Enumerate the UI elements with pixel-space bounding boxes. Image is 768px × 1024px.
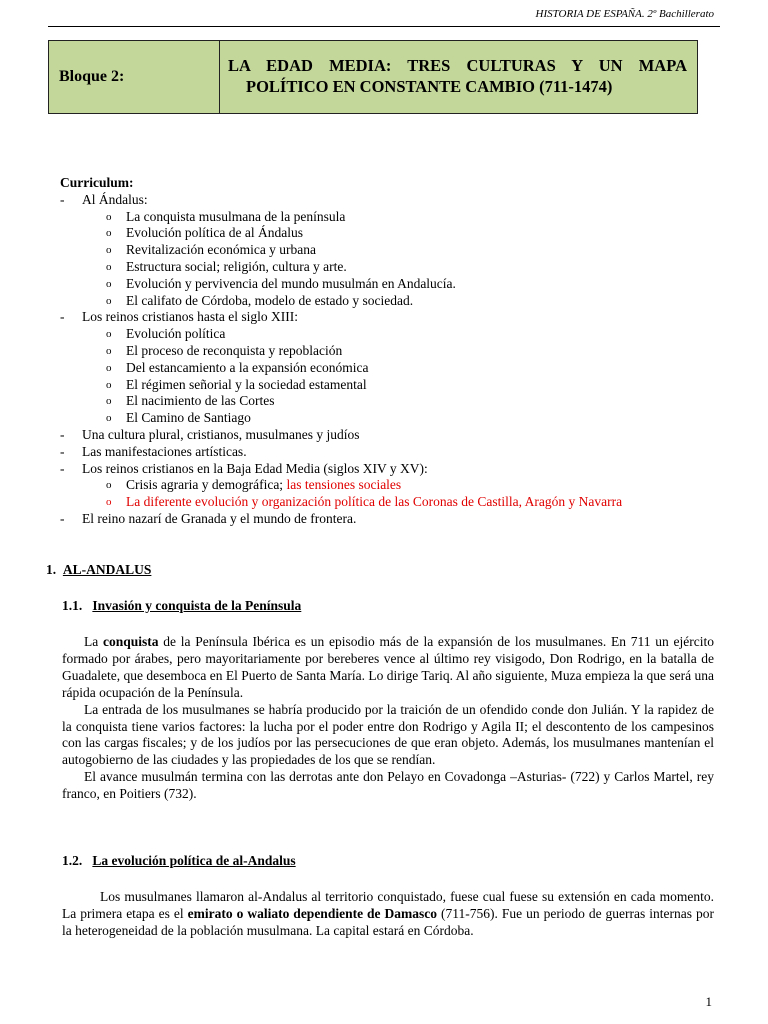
bullet-icon: o (106, 344, 112, 357)
curriculum-item-cultura (60, 427, 710, 444)
block-title-line2: POLÍTICO EN CONSTANTE CAMBIO (711-1474) (246, 77, 613, 96)
sub-item-label: Evolución y pervivencia del mundo musulmán en Andalucía. (126, 275, 456, 291)
sub-item (60, 360, 710, 377)
section-1-1-body (62, 634, 714, 803)
subsection-number: 1.2. (62, 853, 83, 868)
subsection-title: Invasión y conquista de la Península (92, 598, 302, 613)
bold-term: conquista (103, 634, 159, 649)
sub-item (60, 242, 710, 259)
block-title-line1: LA EDAD MEDIA: TRES CULTURAS Y UN MAPA (228, 56, 687, 75)
curriculum-heading: Curriculum: (60, 175, 134, 190)
curriculum (60, 175, 710, 528)
bullet-icon: o (106, 244, 112, 257)
dash-marker: - (60, 191, 65, 207)
paragraph: El avance musulmán termina con las derrotas ante don Pelayo en Covadonga –Asturias- (722) y Carlos Martel, rey franco, en Poitiers (732). (62, 769, 714, 802)
curriculum-item-manifestaciones (60, 444, 710, 461)
sub-item-label: El califato de Córdoba, modelo de estado y sociedad. (126, 292, 414, 308)
sub-item (60, 393, 710, 410)
sub-item (60, 477, 710, 494)
bullet-icon: o (106, 227, 112, 240)
bullet-icon: o (106, 210, 112, 223)
sub-item (60, 494, 710, 511)
curriculum-item-baja-edad-media (60, 461, 710, 478)
text-run: de la Península Ibérica es un episodio más de la expansión de los musulmanes. En 711 un ejército formado por árabes, pero mayoritariamente por bereberes vence al último rey visigodo, Don Rodrigo, en la batalla de Guadalete, que desemboca en El Puerto de Santa María. Lo dirige Tariq. Al año siguiente, Muza empieza la que será una rápida ocupación de la Península. (62, 634, 714, 700)
dash-marker: - (60, 510, 65, 526)
dash-marker: - (60, 443, 65, 459)
sub-item (60, 410, 710, 427)
sub-item-label: Evolución política de al Ándalus (126, 225, 303, 241)
dash-marker: - (60, 426, 65, 442)
dash-marker: - (60, 460, 65, 476)
item-label: Los reinos cristianos en la Baja Edad Media (siglos XIV y XV): (82, 460, 428, 476)
bullet-icon: o (106, 328, 112, 341)
sub-item-label: El nacimiento de las Cortes (126, 393, 275, 409)
sub-item (60, 209, 710, 226)
curriculum-item-reinos (60, 309, 710, 326)
sub-item-label: La conquista musulmana de la península (126, 208, 346, 224)
text-run: La (84, 634, 103, 649)
block-label: Bloque 2: (49, 41, 220, 113)
sub-item-label: Del estancamiento a la expansión económica (126, 359, 369, 375)
sub-item (60, 326, 710, 343)
section-1-2-body (62, 889, 714, 940)
sub-item-label: Estructura social; religión, cultura y arte. (126, 258, 347, 274)
bullet-icon: o (106, 479, 112, 492)
sub-item (60, 225, 710, 242)
subsection-title: La evolución política de al-Andalus (92, 853, 296, 868)
subsection-heading (62, 598, 301, 614)
header-rule (48, 26, 720, 27)
sub-item-label: El régimen señorial y la sociedad estamental (126, 376, 367, 392)
paragraph (62, 889, 714, 940)
section-title: AL-ANDALUS (62, 562, 152, 577)
sub-item-label: Evolución política (126, 326, 226, 342)
bullet-icon: o (106, 294, 112, 307)
bullet-icon: o (106, 378, 112, 391)
subsection-heading (62, 853, 296, 869)
curriculum-item-granada (60, 511, 710, 528)
sub-item (60, 377, 710, 394)
sub-item (60, 343, 710, 360)
item-label: Al Ándalus: (82, 191, 148, 207)
running-header: HISTORIA DE ESPAÑA. 2º Bachillerato (535, 8, 714, 20)
title-box (48, 40, 698, 114)
curriculum-item-al-andalus (60, 192, 710, 209)
sub-item (60, 293, 710, 310)
block-title (220, 41, 697, 113)
sub-item-label: El proceso de reconquista y repoblación (126, 342, 343, 358)
dash-marker: - (60, 309, 65, 325)
sub-item-label (126, 477, 401, 494)
sub-item (60, 259, 710, 276)
sub-item (60, 276, 710, 293)
item-label: Las manifestaciones artísticas. (82, 443, 247, 459)
sub-item-text: Crisis agraria y demográfica; (126, 477, 284, 493)
subsection-number: 1.1. (62, 598, 83, 613)
bullet-icon: o (106, 260, 112, 273)
paragraph: La entrada de los musulmanes se habría producido por la traición de un ofendido conde don Julián. Y la rapidez de la conquista tiene varios factores: la lucha por el poder entre don Rodrigo y Agila II; el descontento de los campesinos con las cargas fiscales; y de los judíos por las persecuciones de que eran objeto. Además, los musulmanes mantenían el autogobierno de las ciudades y las propiedades de los que se rendían. (62, 701, 714, 768)
highlighted-text: La diferente evolución y organización política de las Coronas de Castilla, Aragón y Navarra (126, 494, 623, 510)
item-label: Los reinos cristianos hasta el siglo XIII: (82, 309, 298, 325)
bullet-icon: o (106, 412, 112, 425)
section-heading (46, 562, 151, 578)
section-number: 1. (46, 562, 57, 577)
sub-item-label: Revitalización económica y urbana (126, 242, 317, 258)
bullet-icon: o (106, 395, 112, 408)
bold-term: emirato o waliato dependiente de Damasco (187, 905, 438, 921)
page-number: 1 (705, 994, 712, 1009)
item-label: El reino nazarí de Granada y el mundo de frontera. (82, 510, 357, 526)
sub-item-label: El Camino de Santiago (126, 410, 251, 426)
bullet-icon: o (106, 496, 112, 509)
bullet-icon: o (106, 361, 112, 374)
highlighted-text: las tensiones sociales (286, 477, 402, 493)
text-run: Los musulmanes llamaron al-Andalus al territorio conquistado, fuese cual fuese su extensión en cada momento. La primera etapa es el (62, 889, 714, 921)
paragraph (62, 634, 714, 702)
text-run: (711-756). Fue un periodo de guerras internas por la heterogeneidad de la población musulmana. La capital estará en Córdoba. (62, 905, 714, 938)
bullet-icon: o (106, 277, 112, 290)
item-label: Una cultura plural, cristianos, musulmanes y judíos (82, 426, 360, 442)
